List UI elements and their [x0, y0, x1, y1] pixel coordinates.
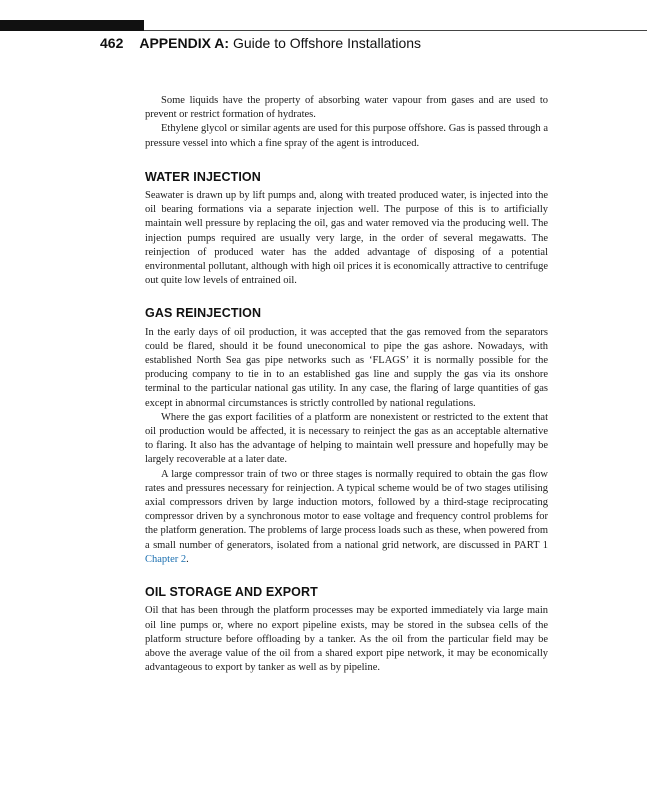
intro-paragraph-1: Some liquids have the property of absorbing water vapour from gases and are used to prevent or restrict formation of hydrates. [145, 95, 548, 121]
chapter-2-link[interactable]: Chapter 2 [145, 553, 187, 565]
gas-reinjection-paragraph-3 [145, 468, 548, 567]
water-injection-paragraph: Seawater is drawn up by lift pumps and, along with treated produced water, is injected into the oil bearing formations via a separate injection well. The purpose of this is to artificially maintain well pressure by replacing the oil, gas and water removed via the producing well. The injection pumps required are usually very large, in the order of several megawatts. The reinjection of produced water has the added advantage of disposing of a potential environmental pollutant, although with high oil prices it is economically attractive to centrifuge out quite low levels of entrained oil. [145, 190, 548, 287]
gas-reinjection-paragraph-3-end: . [186, 553, 189, 565]
header-black-bar [0, 20, 144, 31]
appendix-label: APPENDIX A: [139, 35, 230, 51]
running-header [100, 35, 421, 51]
gas-reinjection-paragraph-2: Where the gas export facilities of a platform are nonexistent or restricted to the extent that oil production would be affected, it is necessary to reinject the gas as an acceptable alternative to flaring. It also has the advantage of helping to maintain well pressure and hopefully may be largely recoverable at a later date. [145, 411, 548, 466]
header-rule [144, 30, 647, 31]
intro-paragraph-2: Ethylene glycol or similar agents are used for this purpose offshore. Gas is passed through a pressure vessel into which a fine spray of the agent is introduced. [145, 123, 548, 149]
page-number: 462 [100, 35, 124, 51]
oil-storage-paragraph: Oil that has been through the platform processes may be exported immediately via large main oil line pumps or, where no export pipeline exists, may be stored in the subsea cells of the platform structure before offloading by a tanker. As the oil from the particular field may be above the average value of the oil from a shared export pipe network, it may be economically advantageous to export by tanker as well as by pipeline. [145, 605, 548, 674]
water-injection-heading: WATER INJECTION [145, 169, 261, 184]
oil-storage-heading: OIL STORAGE AND EXPORT [145, 585, 318, 600]
appendix-title: Guide to Offshore Installations [229, 35, 422, 51]
gas-reinjection-heading: GAS REINJECTION [145, 306, 262, 321]
gas-reinjection-paragraph-1: In the early days of oil production, it was accepted that the gas removed from the separators could be flared, should it be found uneconomical to pipe the gas ashore. Nowadays, with established North Sea gas pipe networks such as ‘FLAGS’ it is normally possible for the producing company to tie in to an established gas line and supply the gas via its onshore terminal to the particular national gas utility. In any case, the flaring of large quantities of gas except in abnormal circumstances is strictly controlled by national regulations. [145, 326, 548, 409]
page-body [145, 94, 548, 675]
gas-reinjection-paragraph-3-text: A large compressor train of two or three stages is normally required to obtain the gas flow rates and pressures necessary for reinjection. A typical scheme would be of two stages utilising axial compressors driven by large induction motors, followed by a third-stage reciprocating compressor driven by a synchronous motor to ease voltage and frequency control problems for the platform generation. The problems of large process loads such as these, when powered from a small number of generators, isolated from a national grid network, are discussed in PART 1 [145, 468, 548, 551]
